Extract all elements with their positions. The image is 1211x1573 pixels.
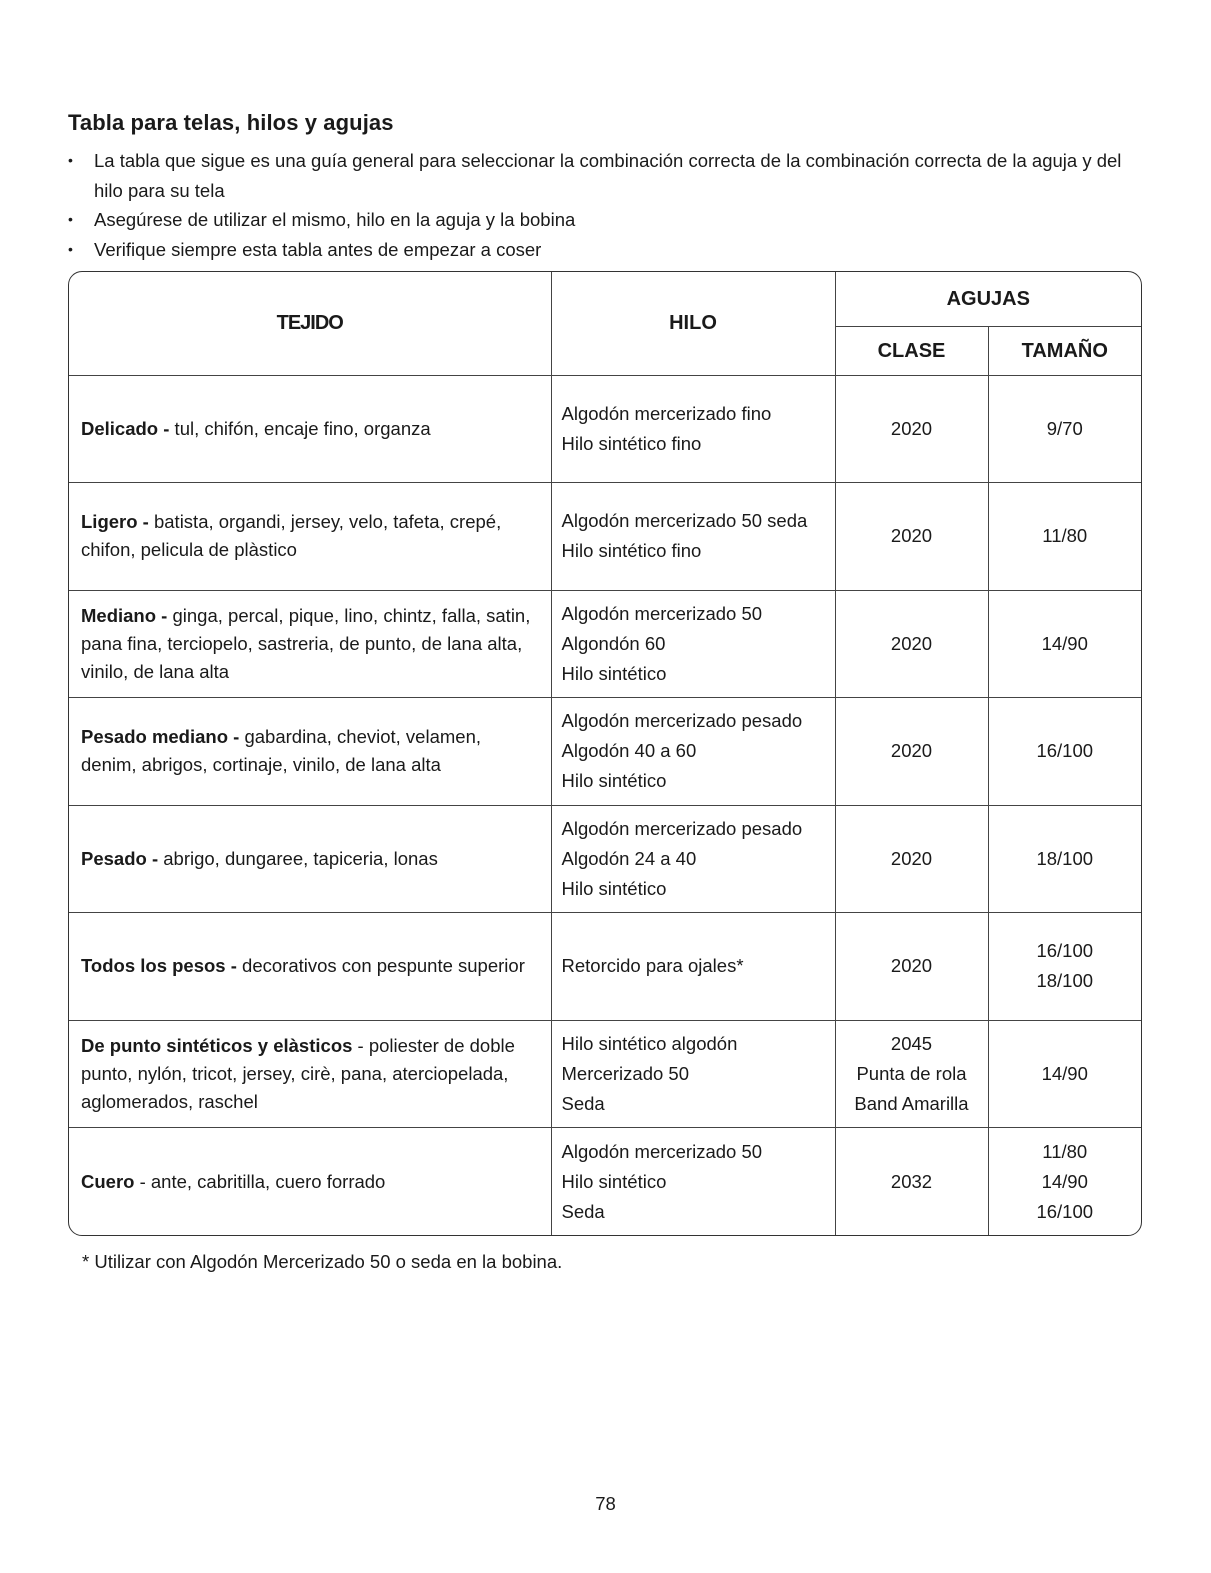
thread-line: Seda [561, 1092, 605, 1114]
needle-class-cell [835, 1020, 988, 1128]
thread-line: Hilo sintético [561, 770, 667, 792]
needle-class-cell [835, 590, 988, 698]
needle-size-line: 16/100 [1036, 940, 1094, 962]
thread-line: Algondón 60 [561, 632, 666, 654]
fabric-cell [69, 483, 551, 591]
needle-size-line: 14/90 [1041, 1170, 1088, 1192]
header-tejido: TEJIDO [69, 272, 551, 375]
needle-size-line: 14/90 [1041, 1062, 1088, 1084]
needle-class-line: 2020 [890, 417, 933, 439]
needle-class-cell [835, 913, 988, 1021]
needle-class-cell [835, 698, 988, 806]
table-row [69, 913, 1141, 1021]
thread-line: Retorcido para ojales* [561, 955, 744, 977]
needle-size-cell [988, 590, 1141, 698]
thread-line: Hilo sintético [561, 662, 667, 684]
fabric-description: ginga, percal, pique, lino, chintz, falla, satin, pana fina, terciopelo, sastreria, de punto, de lana alta, vinilo, de lana alta [81, 604, 531, 682]
needle-size-cell [988, 913, 1141, 1021]
needle-size-line: 14/90 [1041, 632, 1088, 654]
fabric-cell [69, 1128, 551, 1236]
thread-line: Mercerizado 50 [561, 1062, 690, 1084]
needle-size-cell [988, 698, 1141, 806]
fabric-cell [69, 913, 551, 1021]
needle-class-cell [835, 1128, 988, 1236]
fabric-name: Ligero - [81, 511, 149, 533]
thread-cell [551, 1020, 835, 1128]
thread-cell [551, 913, 835, 1021]
table-row [69, 483, 1141, 591]
needle-class-line: 2032 [890, 1170, 933, 1192]
header-clase: CLASE [835, 326, 988, 375]
bullet-item: • Asegúrese de utilizar el mismo, hilo en la aguja y la bobina [68, 205, 1128, 235]
thread-line: Hilo sintético fino [561, 432, 702, 454]
needle-class-cell [835, 805, 988, 913]
thread-line: Algodón mercerizado 50 seda [561, 510, 808, 532]
needle-size-line: 11/80 [1042, 525, 1088, 547]
thread-line: Algodón mercerizado 50 [561, 1140, 763, 1162]
fabric-description: abrigo, dungaree, tapiceria, lonas [158, 847, 438, 869]
thread-cell [551, 805, 835, 913]
needle-size-cell [988, 1128, 1141, 1236]
fabric-cell [69, 375, 551, 483]
header-tamano: TAMAÑO [988, 326, 1141, 375]
bullet-item: • Verifique siempre esta tabla antes de empezar a coser [68, 235, 1128, 265]
table-row [69, 1020, 1141, 1128]
needle-size-line: 18/100 [1036, 847, 1094, 869]
table-row [69, 805, 1141, 913]
intro-bullet-list [68, 146, 1128, 264]
needle-class-line: 2045 [890, 1032, 933, 1054]
table-body [69, 375, 1141, 1235]
fabric-cell [69, 1020, 551, 1128]
fabric-description: tul, chifón, encaje fino, organza [169, 417, 431, 439]
needle-class-line: 2020 [890, 955, 933, 977]
needle-size-line: 11/80 [1042, 1140, 1088, 1162]
fabric-description: batista, organdi, jersey, velo, tafeta, crepé, chifon, pelicula de plàstico [81, 511, 502, 561]
needle-class-cell [835, 483, 988, 591]
fabric-cell [69, 805, 551, 913]
header-agujas: AGUJAS [835, 272, 1141, 326]
needle-class-line: 2020 [890, 740, 933, 762]
needle-class-line: 2020 [890, 847, 933, 869]
page-title: Tabla para telas, hilos y agujas [68, 110, 394, 135]
thread-cell [551, 698, 835, 806]
thread-line: Algodón 24 a 40 [561, 847, 697, 869]
thread-line: Algodón mercerizado 50 [561, 602, 763, 624]
thread-line: Hilo sintético [561, 877, 667, 899]
bullet-item: • La tabla que sigue es una guía general para seleccionar la combinación correcta de la combinación correcta de la aguja y del hilo para su tela [68, 146, 1128, 205]
thread-cell [551, 483, 835, 591]
table-row [69, 375, 1141, 483]
needle-size-line: 18/100 [1036, 970, 1094, 992]
fabric-name: De punto sintéticos y elàsticos [81, 1034, 353, 1056]
fabric-description: gabardina, cheviot, velamen, denim, abrigos, cortinaje, vinilo, de lana alta [81, 726, 482, 776]
fabric-description: - poliester de doble punto, nylón, tricot, jersey, cirè, pana, aterciopelada, aglomerados, raschel [81, 1034, 515, 1112]
table-row [69, 590, 1141, 698]
thread-line: Algodón 40 a 60 [561, 740, 697, 762]
fabric-thread-needle-table [68, 271, 1142, 1236]
fabric-name: Delicado - [81, 417, 170, 439]
needle-class-line: 2020 [890, 525, 933, 547]
thread-line: Algodón mercerizado pesado [561, 817, 803, 839]
fabric-name: Mediano - [81, 604, 168, 626]
thread-line: Algodón mercerizado fino [561, 402, 772, 424]
needle-class-cell [835, 375, 988, 483]
fabric-description: - ante, cabritilla, cuero forrado [134, 1170, 386, 1192]
fabric-cell [69, 698, 551, 806]
needle-size-cell [988, 483, 1141, 591]
table-row [69, 1128, 1141, 1236]
needle-size-cell [988, 375, 1141, 483]
fabric-name: Pesado mediano - [81, 726, 240, 748]
needle-size-line: 16/100 [1036, 1200, 1094, 1222]
fabric-name: Todos los pesos - [81, 955, 237, 977]
fabric-description: decorativos con pespunte superior [236, 955, 525, 977]
fabric-name: Cuero [81, 1170, 135, 1192]
thread-line: Hilo sintético algodón [561, 1032, 738, 1054]
needle-size-line: 16/100 [1036, 740, 1094, 762]
thread-line: Seda [561, 1200, 605, 1222]
needle-class-line: Band Amarilla [854, 1092, 969, 1114]
fabric-cell [69, 590, 551, 698]
needle-class-line: Punta de rola [856, 1062, 967, 1084]
thread-cell [551, 1128, 835, 1236]
page-number: 78 [595, 1493, 616, 1514]
needle-size-cell [988, 1020, 1141, 1128]
thread-line: Algodón mercerizado pesado [561, 710, 803, 732]
table-row [69, 698, 1141, 806]
fabric-name: Pesado - [81, 847, 159, 869]
thread-cell [551, 590, 835, 698]
needle-size-cell [988, 805, 1141, 913]
footnote: * Utilizar con Algodón Mercerizado 50 o seda en la bobina. [82, 1251, 563, 1272]
thread-cell [551, 375, 835, 483]
thread-line: Hilo sintético [561, 1170, 667, 1192]
needle-size-line: 9/70 [1046, 417, 1083, 439]
thread-line: Hilo sintético fino [561, 540, 702, 562]
header-hilo: HILO [551, 272, 835, 375]
needle-class-line: 2020 [890, 632, 933, 654]
